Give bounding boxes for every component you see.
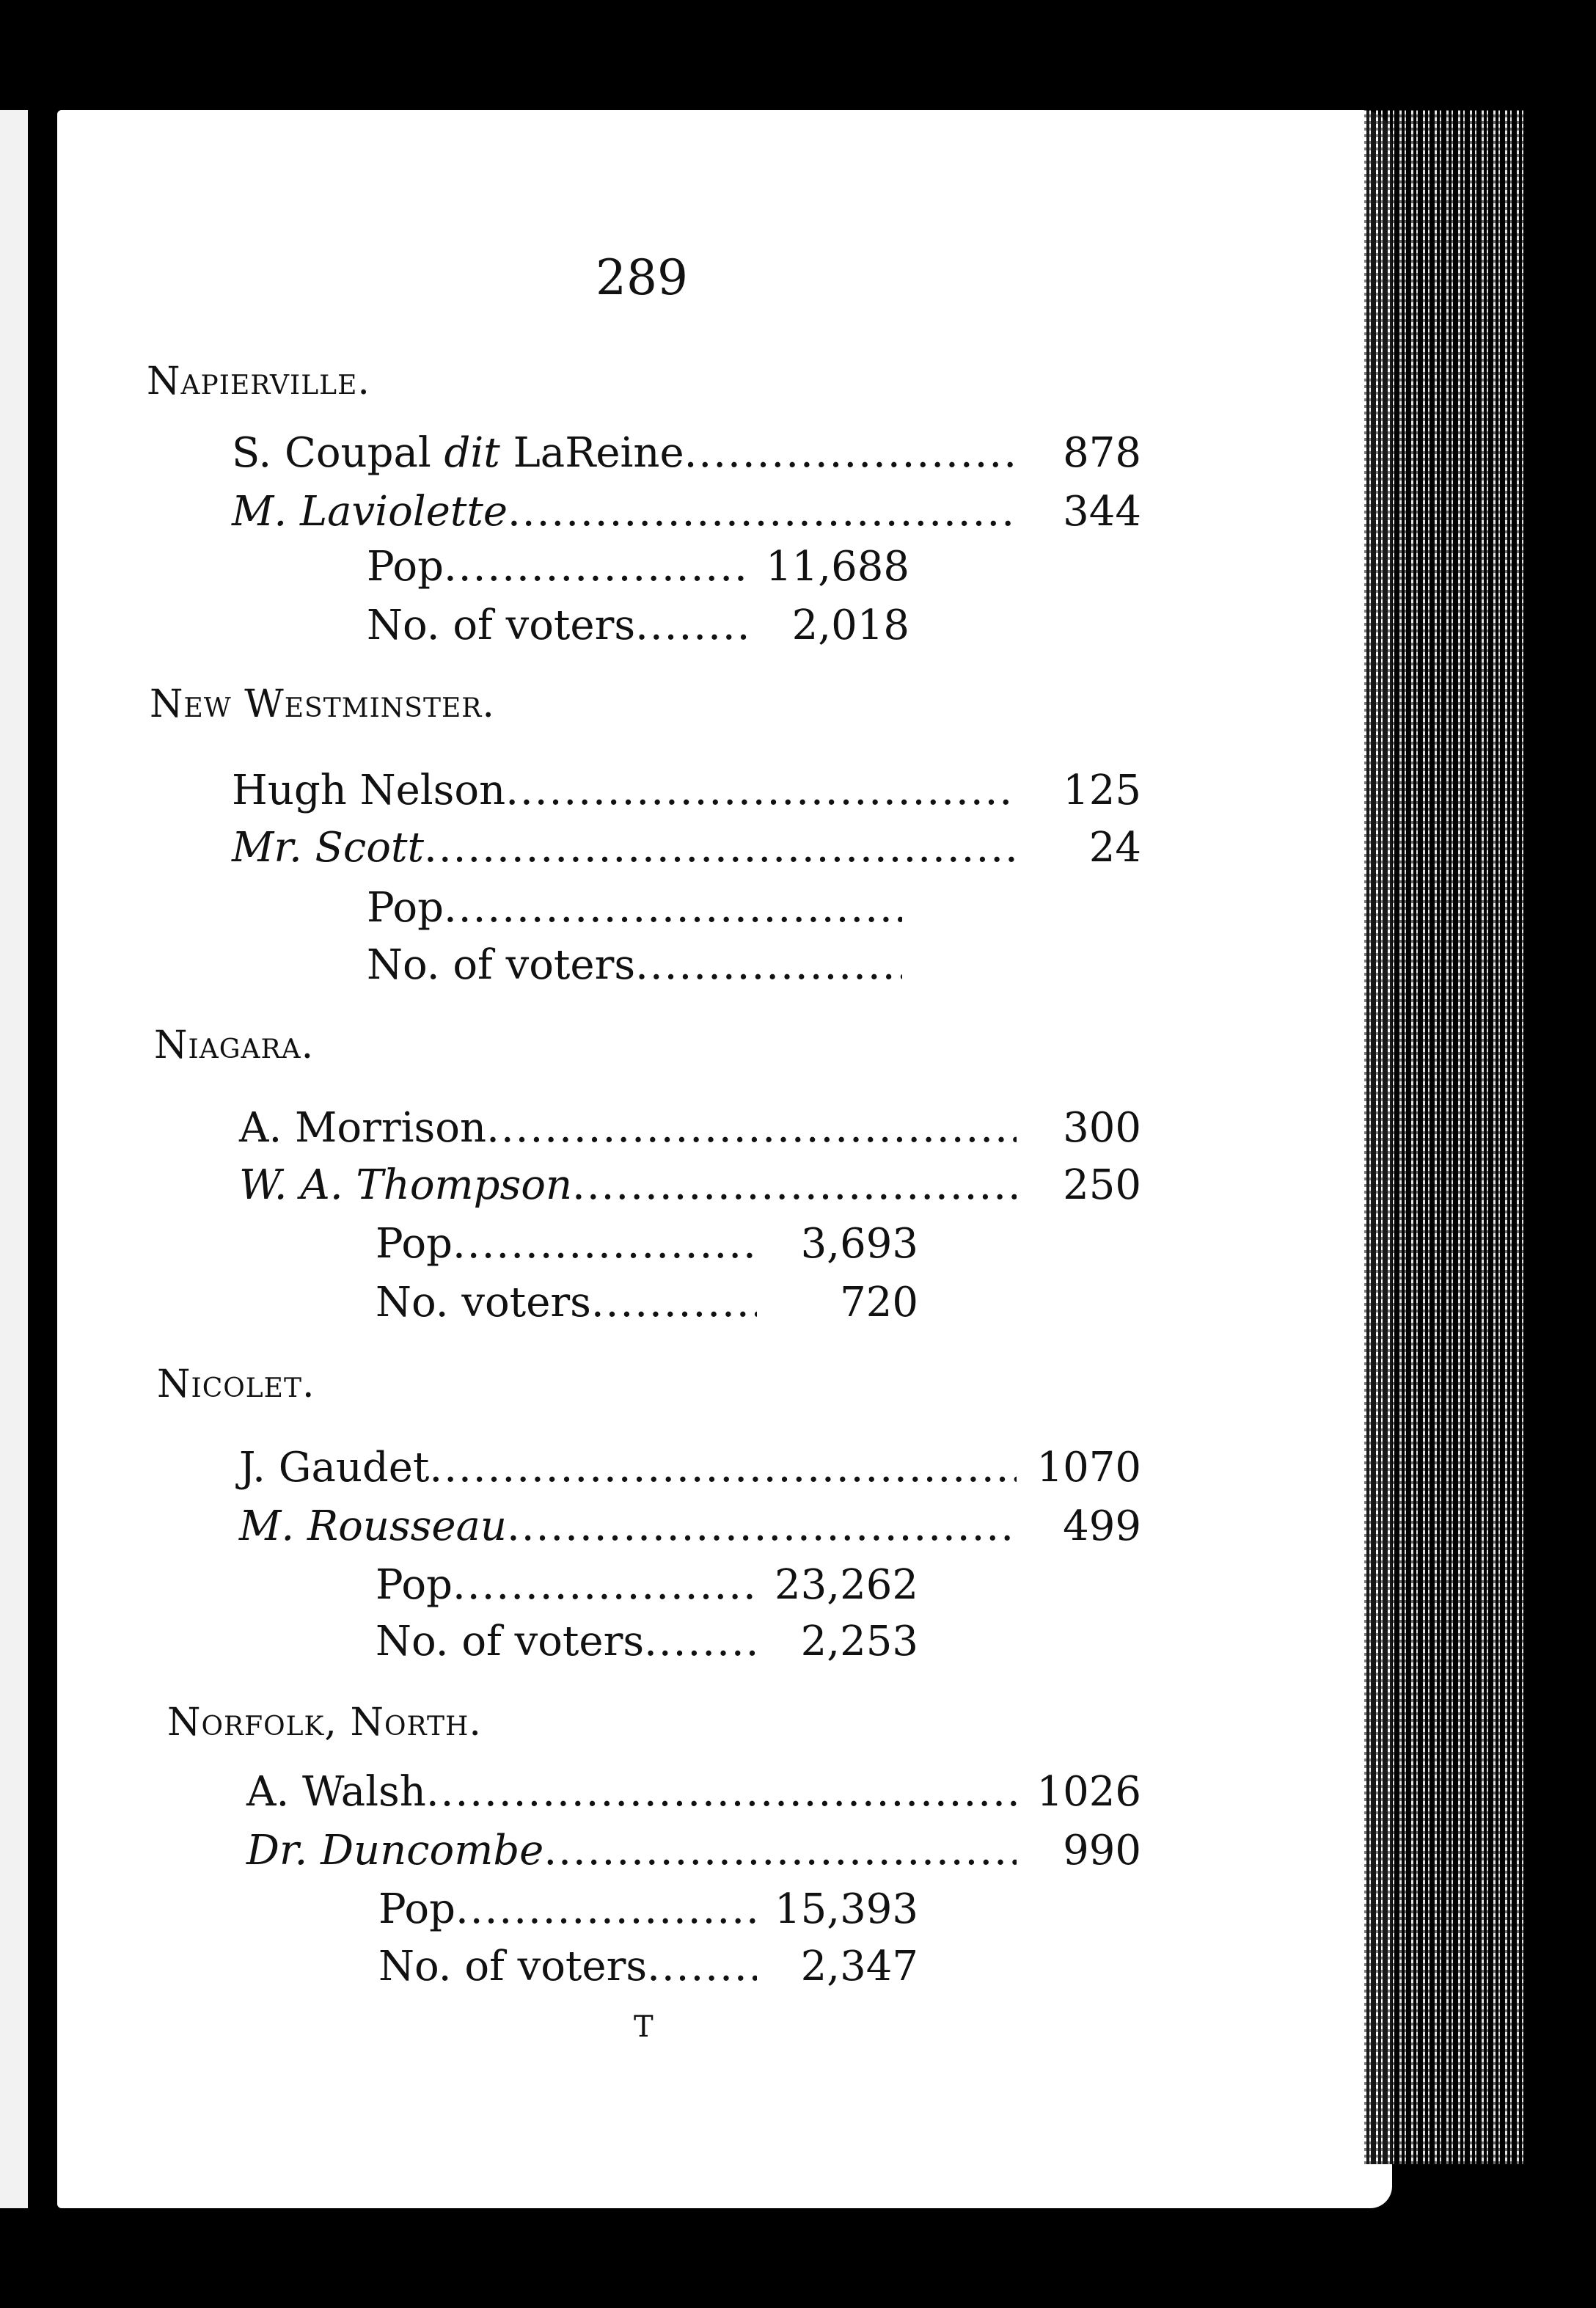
stat-label: Pop — [367, 543, 444, 591]
dot-leaders — [453, 1220, 757, 1268]
stat-label: Pop — [378, 1885, 455, 1933]
candidate-name: A. Morrison — [239, 1104, 487, 1152]
stat-row — [367, 941, 902, 989]
stat-label: No. of voters — [367, 941, 636, 989]
page-left-strip — [0, 110, 28, 2208]
candidate-row — [232, 488, 1141, 536]
stat-value: 15,393 — [775, 1885, 918, 1933]
stat-row — [376, 1618, 918, 1665]
candidate-votes: 300 — [1063, 1104, 1141, 1152]
dot-leaders — [572, 1161, 1017, 1209]
stat-row — [378, 1885, 918, 1933]
stat-value: 720 — [840, 1279, 918, 1326]
stat-label: No. of voters — [378, 1943, 648, 1990]
candidate-votes: 1070 — [1036, 1444, 1141, 1491]
candidate-row — [239, 1104, 1141, 1152]
candidate-row — [239, 1161, 1141, 1209]
page-number: 289 — [596, 249, 688, 306]
candidate-votes: 24 — [1088, 824, 1141, 872]
stat-row — [367, 602, 909, 649]
candidate-row — [246, 1768, 1141, 1816]
section-heading-napierville: Napierville. — [147, 359, 370, 403]
stat-value: 2,347 — [800, 1943, 918, 1990]
candidate-votes: 990 — [1063, 1827, 1141, 1874]
stat-label: No. of voters — [376, 1618, 645, 1665]
section-heading-niagara: Niagara. — [154, 1023, 315, 1067]
candidate-row — [232, 429, 1141, 477]
stat-row — [376, 1279, 918, 1326]
stat-row — [376, 1561, 918, 1609]
dot-leaders — [455, 1885, 757, 1933]
candidate-row — [232, 824, 1141, 872]
stat-value: 23,262 — [775, 1561, 918, 1609]
candidate-votes: 878 — [1063, 429, 1141, 477]
stat-row — [376, 1220, 918, 1268]
candidate-name: J. Gaudet — [239, 1444, 430, 1491]
candidate-name: Hugh Nelson — [232, 767, 506, 814]
candidate-row — [246, 1827, 1141, 1874]
stat-value: 11,688 — [766, 543, 909, 591]
stat-label: Pop — [367, 884, 444, 932]
dot-leaders — [424, 824, 1017, 872]
candidate-name: M. Rousseau — [239, 1502, 507, 1550]
section-heading-norfolk-north: Norfolk, North. — [167, 1701, 482, 1745]
candidate-name: Dr. Duncombe — [246, 1827, 544, 1874]
candidate-votes: 250 — [1063, 1161, 1141, 1209]
candidate-row — [232, 767, 1141, 814]
dot-leaders — [644, 1618, 757, 1665]
section-heading-nicolet: Nicolet. — [157, 1362, 315, 1406]
dot-leaders — [444, 884, 902, 932]
dot-leaders — [635, 602, 748, 649]
stat-row — [378, 1943, 918, 1990]
candidate-name: W. A. Thompson — [239, 1161, 573, 1209]
stat-value: 2,253 — [800, 1618, 918, 1665]
dot-leaders — [684, 429, 1017, 477]
section-heading-new-westminster: New Westminster. — [150, 682, 495, 726]
stat-label: No. of voters — [367, 602, 636, 649]
stat-value: 2,018 — [791, 602, 909, 649]
candidate-name: Mr. Scott — [232, 824, 425, 872]
stat-value: 3,693 — [800, 1220, 918, 1268]
dot-leaders — [426, 1768, 1017, 1816]
stat-label: Pop — [376, 1561, 453, 1609]
stat-label: No. voters — [376, 1279, 591, 1326]
candidate-name: A. Walsh — [246, 1768, 426, 1816]
dot-leaders — [647, 1943, 757, 1990]
candidate-votes: 499 — [1063, 1502, 1141, 1550]
dot-leaders — [591, 1279, 757, 1326]
candidate-votes: 125 — [1063, 767, 1141, 814]
dot-leaders — [486, 1104, 1017, 1152]
stat-label: Pop — [376, 1220, 453, 1268]
candidate-row — [239, 1444, 1141, 1491]
stat-row — [367, 543, 909, 591]
dot-leaders — [508, 488, 1017, 536]
candidate-name: M. Laviolette — [232, 488, 508, 536]
dot-leaders — [635, 941, 902, 989]
candidate-votes: 1026 — [1036, 1768, 1141, 1816]
page-edge-shadow — [1526, 110, 1570, 2164]
dot-leaders — [453, 1561, 757, 1609]
signature-mark: T — [634, 2010, 654, 2044]
dot-leaders — [505, 767, 1017, 814]
dot-leaders — [444, 543, 748, 591]
candidate-name: S. Coupal dit LaReine — [232, 429, 684, 477]
candidate-votes: 344 — [1063, 488, 1141, 536]
dot-leaders — [507, 1502, 1017, 1550]
candidate-row — [239, 1502, 1141, 1550]
dot-leaders — [543, 1827, 1017, 1874]
dot-leaders — [429, 1444, 1017, 1491]
stat-row — [367, 884, 902, 932]
